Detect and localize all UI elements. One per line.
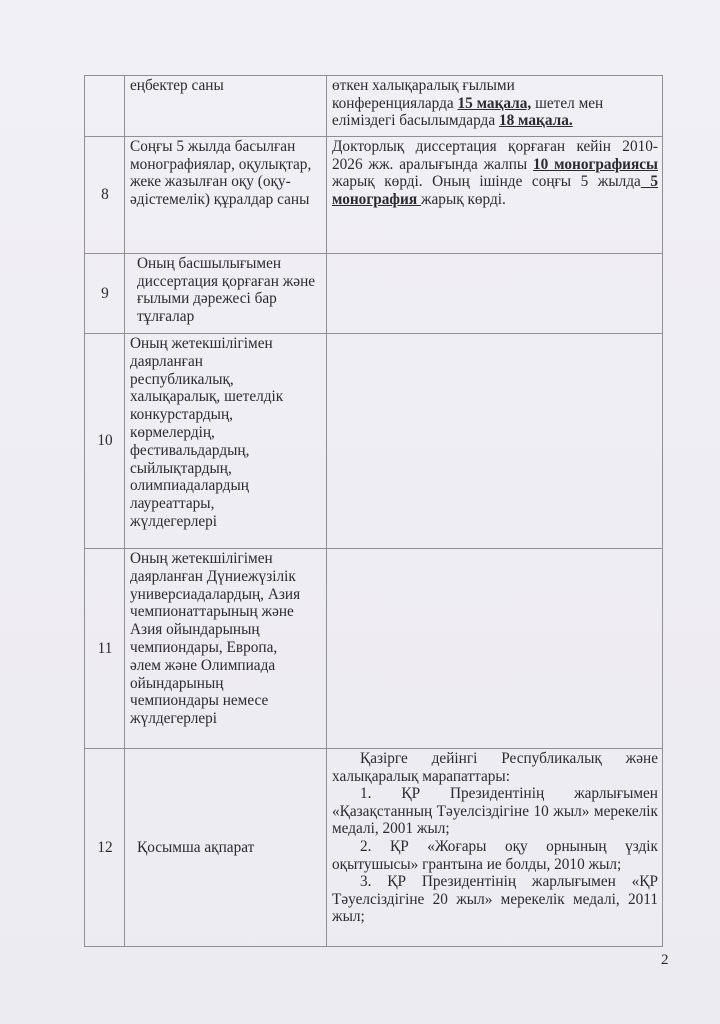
article-count-conference: 15 мақала,: [457, 94, 532, 112]
content-line: өткен халықаралық ғылыми: [332, 77, 515, 94]
row-number: 12: [85, 749, 125, 947]
row-content: [327, 334, 663, 549]
award-item: 2. ҚР «Жоғары оқу орнының үздік оқытушысы» грантына ие болды, 2010 жыл;: [332, 837, 658, 873]
table-row: [85, 549, 663, 749]
text-span: жарық көрді.: [420, 190, 506, 208]
row-number: 10: [85, 334, 125, 549]
page-number: 2: [661, 952, 669, 968]
row-label: Қосымша ақпарат: [125, 749, 327, 947]
row-number: [85, 76, 125, 137]
text-span: Докторлық диссертация қорғаған кейін 2010-2026 жж. аралығында жалпы: [332, 138, 658, 173]
info-table: [84, 75, 663, 947]
row-label: Соңғы 5 жылда басылған монографиялар, оқулықтар, жеке жазылған оқу (оқу-әдістемелік) құралдар саны: [125, 137, 327, 254]
monograph-recent: 5 монография: [332, 173, 658, 208]
content-line: [332, 95, 658, 113]
table-row: [85, 254, 663, 334]
row-number: 9: [85, 254, 125, 334]
row-label: еңбектер саны: [125, 76, 327, 137]
content-line: [332, 112, 658, 130]
award-item: 1. ҚР Президентінің жарлығымен «Қазақстанның Тәуелсіздігіне 10 жыл» мерекелік медалі, 2001 жыл;: [332, 785, 658, 838]
table-row: [85, 749, 663, 947]
monograph-total: 10 монографиясы: [533, 155, 658, 173]
table-row: [85, 137, 663, 254]
text-span: жарық көрді. Оның ішінде соңғы 5 жылда: [332, 173, 641, 191]
table-row: [85, 334, 663, 549]
row-label: Оның жетекшілігімен даярланған Дүниежүзілік универсиадалардың, Азия чемпионаттарының және Азия ойындарының чемпиондары, Европа, әлем және Олимпиада ойындарының чемпиондары немесе жүлдегерлері: [125, 549, 327, 749]
text-span: конференцияларда: [332, 94, 458, 112]
text-span: шетел мен: [531, 94, 604, 112]
table-row: [85, 76, 663, 137]
award-item: 3. ҚР Президентінің жарлығымен «ҚР Тәуелсіздігіне 20 жыл» мерекелік медалі, 2011 жыл;: [332, 873, 658, 926]
article-count-publications: 18 мақала.: [498, 112, 573, 130]
awards-intro: Қазірге дейінгі Республикалық және халықаралық марапаттары:: [332, 750, 658, 785]
row-content: [327, 549, 663, 749]
row-label: Оның басшылығымен диссертация қорғаған және ғылыми дәрежесі бар тұлғалар: [125, 254, 327, 334]
row-content: [327, 749, 663, 947]
row-number: 8: [85, 137, 125, 254]
row-content: [327, 76, 663, 137]
row-content: [327, 254, 663, 334]
row-content: [327, 137, 663, 254]
row-label: Оның жетекшілігімен даярланған республикалық, халықаралық, шетелдік конкурстардың, көрмелердің, фестивальдардың, сыйлықтардың, олимпиадалардың лауреаттары, жүлдегерлері: [125, 334, 327, 549]
text-span: еліміздегі басылымдарда: [332, 112, 499, 130]
row-number: 11: [85, 549, 125, 749]
